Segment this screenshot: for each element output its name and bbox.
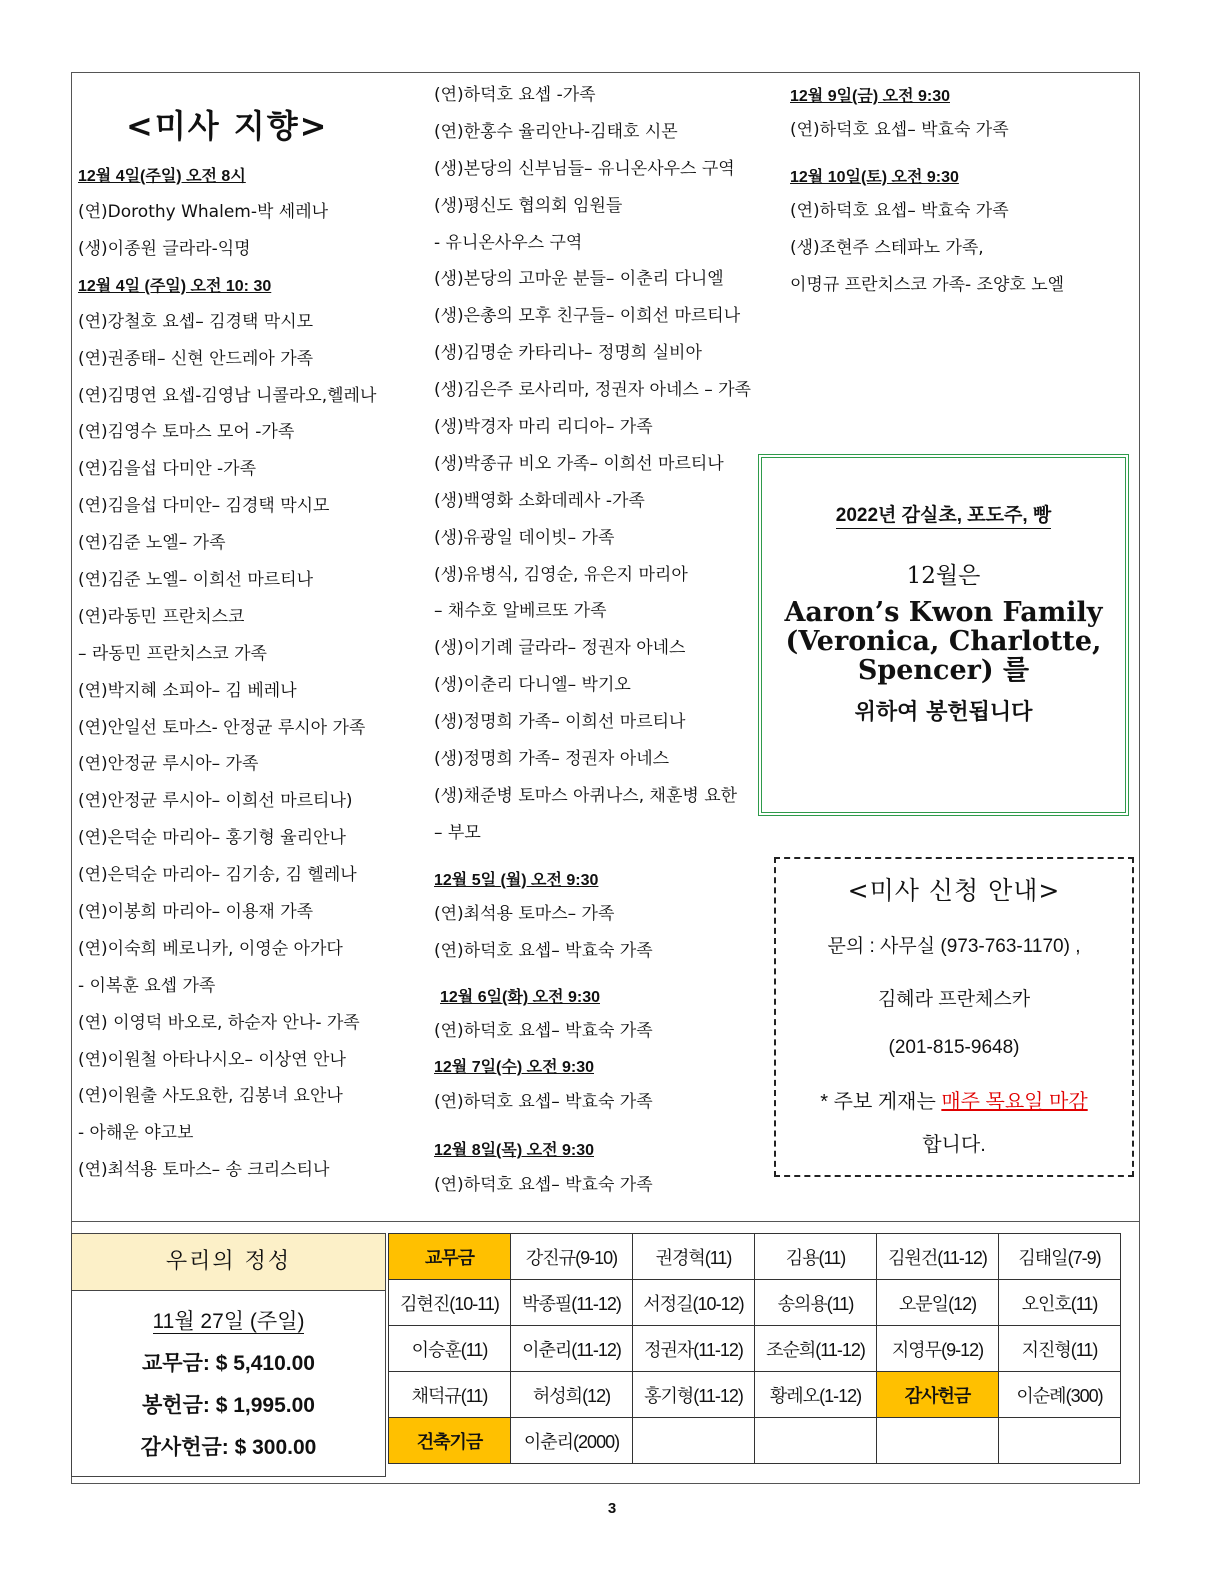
column-3 — [790, 80, 1130, 304]
jeongseong-gyomu: 교무금: $ 5,410.00 — [142, 1352, 315, 1375]
section-divider — [71, 1221, 1140, 1222]
donor-cell: 권경혁(11) — [633, 1234, 755, 1280]
intention-item: (연)김준 노엘– 가족 — [78, 533, 226, 554]
donor-cell: 이춘리(11-12) — [511, 1326, 633, 1372]
category-cell: 건축기금 — [389, 1418, 511, 1464]
table-row — [389, 1418, 1121, 1464]
donations-table — [388, 1233, 1121, 1464]
intention-item: (연)하덕호 요셉– 박효숙 가족 — [790, 120, 1009, 140]
offering-family — [762, 598, 1125, 685]
mass-request-box — [774, 857, 1134, 1177]
intention-item: (연)안정균 루시아– 가족 — [78, 754, 259, 775]
section-header-dec8: 12월 8일(목) 오전 9:30 — [434, 1142, 594, 1160]
intention-item: (생)유광일 데이빗– 가족 — [434, 527, 615, 548]
intention-item: (연)김을섭 다미안– 김경택 막시모 — [78, 496, 330, 517]
section-header-dec6: 12월 6일(화) 오전 9:30 — [440, 989, 600, 1007]
offering-box — [758, 454, 1129, 816]
intention-item: (연)안일선 토마스- 안정균 루시아 가족 — [78, 717, 366, 738]
intention-item: (생)채준병 토마스 아퀴나스, 채훈병 요한 — [434, 785, 738, 806]
column-1 — [78, 100, 418, 1189]
mass-request-title: <미사 신청 안내> — [847, 876, 1061, 905]
intention-item: (연)은덕순 마리아– 홍기형 율리안나 — [78, 828, 346, 849]
intention-item: (연)이봉희 마리아– 이용재 가족 — [78, 902, 314, 923]
mass-request-name: 김혜라 프란체스카 — [877, 989, 1031, 1010]
intention-item: (연)Dorothy Whalem-박 세레나 — [78, 202, 329, 222]
donor-cell: 오문일(12) — [877, 1280, 999, 1326]
intention-item: (생)박종규 비오 가족– 이희선 마르티나 — [434, 453, 724, 474]
intention-item: (연)이원출 사도요한, 김봉녀 요안나 — [78, 1086, 343, 1107]
offering-month: 12월은 — [906, 563, 981, 589]
offering-family-line1: Aaron’s Kwon Family — [784, 597, 1103, 628]
intention-item: (연)하덕호 요셉– 박효숙 가족 — [790, 200, 1009, 221]
intention-item: (생)김명순 카타리나– 정명희 실비아 — [434, 343, 702, 364]
table-row — [389, 1372, 1121, 1418]
donor-cell: 강진규(9-10) — [511, 1234, 633, 1280]
table-row — [389, 1326, 1121, 1372]
donor-cell: 채덕규(11) — [389, 1372, 511, 1418]
note-prefix: * 주보 게재는 — [820, 1091, 942, 1113]
jeongseong-gamsa: 감사헌금: $ 300.00 — [140, 1436, 317, 1459]
dec6-list — [434, 1013, 764, 1050]
offering-family-line2: (Veronica, Charlotte, — [785, 626, 1102, 657]
offering-title: 2022년 감실초, 포도주, 빵 — [836, 505, 1052, 529]
intention-item: (연)하덕호 요셉– 박효숙 가족 — [434, 940, 653, 961]
donor-cell: 김용(11) — [755, 1234, 877, 1280]
intention-item: - 이복훈 요셉 가족 — [78, 975, 216, 996]
intention-item: – 라동민 프란치스코 가족 — [78, 643, 267, 664]
donor-cell: 박종필(11-12) — [511, 1280, 633, 1326]
donor-cell: 황레오(1-12) — [755, 1372, 877, 1418]
dec5-list — [434, 896, 764, 970]
intention-item: (연)하덕호 요셉– 박효숙 가족 — [434, 1021, 653, 1042]
section-header: 12월 4일 (주일) 오전 10: 30 — [78, 277, 272, 295]
donor-cell: 홍기형(11-12) — [633, 1372, 755, 1418]
intention-item: (생)이기례 글라라– 정권자 아네스 — [434, 638, 686, 659]
intention-item: (연)한홍수 율리안나-김태호 시몬 — [434, 121, 678, 142]
intention-item: (생)정명희 가족– 이희선 마르티나 — [434, 712, 686, 733]
intention-item: (연)은덕순 마리아– 김기송, 김 헬레나 — [78, 865, 357, 886]
intention-item: (연)김준 노엘– 이희선 마르티나 — [78, 570, 314, 591]
section-header: 12월 4일(주일) 오전 8시 — [78, 168, 246, 185]
intention-item: 이명규 프란치스코 가족- 조양호 노엘 — [790, 274, 1065, 295]
intention-item: – 부모 — [434, 822, 481, 843]
intention-item: (생)정명희 가족– 정권자 아네스 — [434, 749, 670, 770]
intention-item: (생)본당의 고마운 분들– 이춘리 다니엘 — [434, 269, 724, 290]
intention-item: (연)최석용 토마스– 가족 — [434, 903, 615, 924]
dec7-list — [434, 1084, 764, 1121]
intention-item: (연)김명연 요셉-김영남 니콜라오,헬레나 — [78, 385, 377, 406]
intention-item: (생)박경자 마리 리디아– 가족 — [434, 417, 653, 438]
donor-cell: 오인호(11) — [999, 1280, 1121, 1326]
section-header-dec10: 12월 10일(토) 오전 9:30 — [790, 168, 959, 186]
intention-item: (생)이종원 글라라-익명 — [78, 238, 251, 259]
intention-item: (연)이원철 아타나시오– 이상연 안나 — [78, 1049, 346, 1070]
offering-closing: 위하여 봉헌됩니다 — [854, 700, 1033, 725]
intention-item: (연) 이영덕 바오로, 하순자 안나- 가족 — [78, 1012, 360, 1033]
table-row — [389, 1280, 1121, 1326]
jeongseong-date: 11월 27일 (주일) — [152, 1310, 305, 1333]
intention-item: (연)강철호 요셉– 김경택 막시모 — [78, 311, 314, 332]
table-row — [389, 1234, 1121, 1280]
section-header-dec7: 12월 7일(수) 오전 9:30 — [434, 1059, 594, 1077]
note-deadline: 매주 목요일 마감 — [941, 1091, 1088, 1113]
page-title: <미사 지향> — [126, 107, 329, 145]
intention-item: - 유니온사우스 구역 — [434, 232, 583, 253]
intention-item: - 아해운 야고보 — [78, 1123, 194, 1144]
intention-item: (생)김은주 로사리마, 정권자 아네스 – 가족 — [434, 380, 751, 401]
intention-item: – 채수호 알베르또 가족 — [434, 601, 607, 622]
donor-cell: 김현진(10-11) — [389, 1280, 511, 1326]
intention-item: (연)이숙희 베로니카, 이영순 아가다 — [78, 938, 343, 959]
donor-cell — [877, 1418, 999, 1464]
category-cell: 감사헌금 — [877, 1372, 999, 1418]
intention-item: (연)김을섭 다미안 -가족 — [78, 459, 257, 480]
donor-cell: 지진형(11) — [999, 1326, 1121, 1372]
column-2 — [434, 77, 764, 1204]
jeongseong-bongheon: 봉헌금: $ 1,995.00 — [142, 1394, 315, 1417]
donor-cell: 김원건(11-12) — [877, 1234, 999, 1280]
intention-item: (생)평신도 협의회 임원들 — [434, 195, 623, 216]
donor-cell: 지영무(9-12) — [877, 1326, 999, 1372]
offering-family-line3: Spencer) 를 — [857, 655, 1030, 686]
dec10-list — [790, 193, 1130, 304]
page-number: 3 — [607, 1500, 617, 1517]
intention-item: (생)조현주 스테파노 가족, — [790, 237, 984, 258]
intention-item: (연)김영수 토마스 모어 -가족 — [78, 422, 295, 443]
donor-cell: 송의용(11) — [755, 1280, 877, 1326]
note-suffix: 합니다. — [922, 1134, 986, 1156]
dec9-list — [790, 112, 1130, 149]
intention-item: (연)박지혜 소피아– 김 베레나 — [78, 680, 297, 701]
donor-cell: 이승훈(11) — [389, 1326, 511, 1372]
mass-request-phone: (201-815-9648) — [888, 1037, 1020, 1058]
intention-item: (연)최석용 토마스– 송 크리스티나 — [78, 1160, 330, 1181]
donor-cell — [755, 1418, 877, 1464]
dec8-list — [434, 1167, 764, 1204]
mass-request-note — [776, 1085, 1132, 1114]
col2-list — [434, 77, 764, 852]
section-header-dec5: 12월 5일 (월) 오전 9:30 — [434, 871, 599, 889]
donor-cell: 이춘리(2000) — [511, 1418, 633, 1464]
intention-item: (생)은총의 모후 친구들– 이희선 마르티나 — [434, 306, 741, 327]
intention-item: (생)이춘리 다니엘– 박기오 — [434, 675, 631, 696]
donor-cell: 서정길(10-12) — [633, 1280, 755, 1326]
donor-cell — [999, 1418, 1121, 1464]
donor-cell: 김태일(7-9) — [999, 1234, 1121, 1280]
donor-cell: 조순희(11-12) — [755, 1326, 877, 1372]
intention-item: (연)라동민 프란치스코 — [78, 606, 245, 627]
col1-list — [78, 158, 418, 1189]
intention-item: (생)백영화 소화데레사 -가족 — [434, 490, 645, 511]
intention-item: (연)권종태– 신현 안드레아 가족 — [78, 348, 314, 369]
section-header-dec9: 12월 9일(금) 오전 9:30 — [790, 88, 950, 105]
donor-cell: 이순례(300) — [999, 1372, 1121, 1418]
intention-item: (생)유병식, 김영순, 유은지 마리아 — [434, 564, 688, 585]
donor-cell: 허성희(12) — [511, 1372, 633, 1418]
category-cell: 교무금 — [389, 1234, 511, 1280]
intention-item: (연)하덕호 요셉– 박효숙 가족 — [434, 1092, 653, 1113]
jeongseong-box — [71, 1233, 386, 1477]
mass-request-contact: 문의 : 사무실 (973-763-1170) , — [827, 936, 1081, 957]
intention-item: (연)안정균 루시아– 이희선 마르티나) — [78, 791, 353, 812]
intention-item: (연)하덕호 요셉– 박효숙 가족 — [434, 1175, 653, 1196]
donor-cell — [633, 1418, 755, 1464]
intention-item: (생)본당의 신부님들– 유니온사우스 구역 — [434, 158, 735, 179]
jeongseong-title: 우리의 정성 — [72, 1234, 385, 1291]
intention-item: (연)하덕호 요셉 -가족 — [434, 85, 596, 105]
donor-cell: 정권자(11-12) — [633, 1326, 755, 1372]
